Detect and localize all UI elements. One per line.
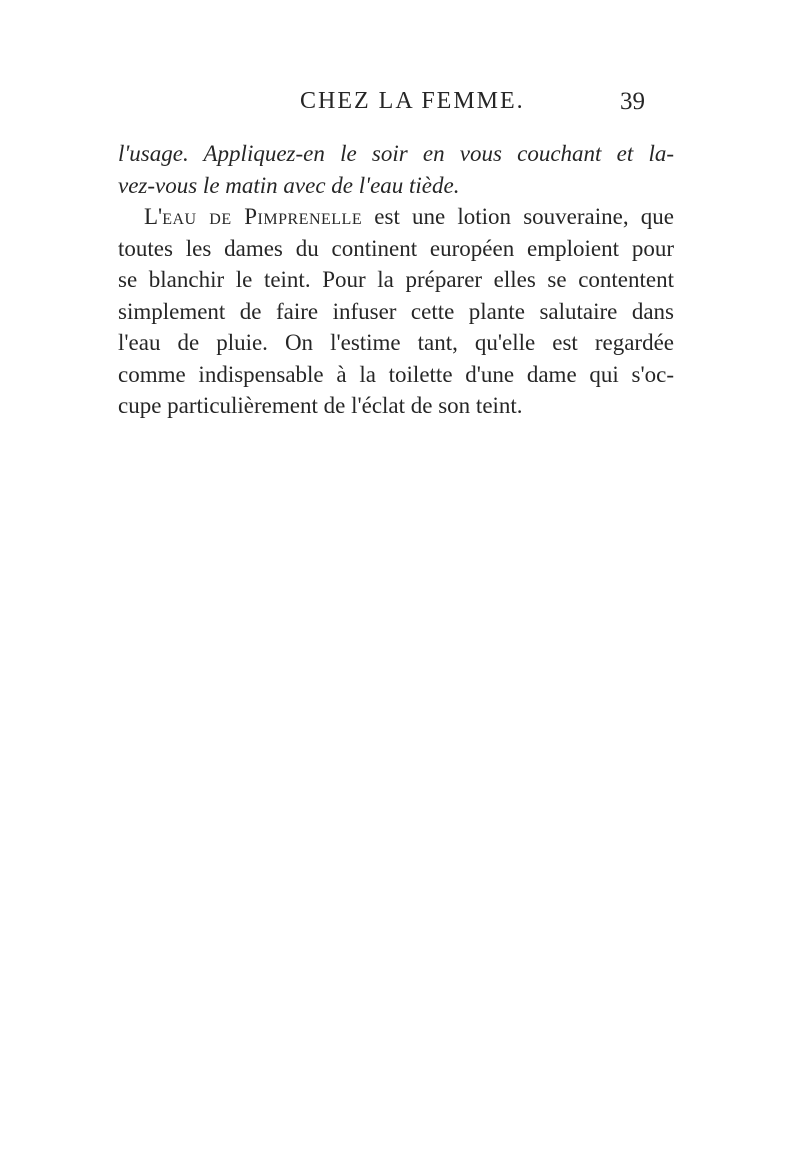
lead-rest: est une lotion souveraine, que: [362, 204, 674, 229]
lead-prefix: L': [144, 204, 163, 229]
paragraph-pimprenelle: [118, 201, 674, 422]
text-line: comme indispensable à la toilette d'une dame qui s'oc-: [118, 361, 674, 387]
page-header: [0, 88, 800, 128]
text-line-lead: [118, 201, 674, 233]
paragraph-continuation: [118, 138, 674, 201]
text-line: simplement de faire infuser cette plante salutaire dans: [118, 298, 674, 324]
text-line: vez-vous le matin avec de l'eau tiède.: [118, 172, 460, 198]
text-line: l'usage. Appliquez-en le soir en vous couchant et la-: [118, 141, 674, 166]
text-line: se blanchir le teint. Pour la préparer elles se contentent: [118, 267, 674, 292]
text-line: toutes les dames du continent européen emploient pour: [118, 235, 674, 261]
text-line: l'eau de pluie. On l'estime tant, qu'elle est regardée: [118, 330, 674, 355]
lead-smallcaps: eau de Pimprenelle: [162, 204, 363, 229]
text-line: cupe particulièrement de l'éclat de son teint.: [118, 393, 523, 418]
page-number: 39: [620, 88, 645, 115]
running-title: CHEZ LA FEMME.: [300, 88, 525, 114]
page-body: [118, 138, 674, 422]
